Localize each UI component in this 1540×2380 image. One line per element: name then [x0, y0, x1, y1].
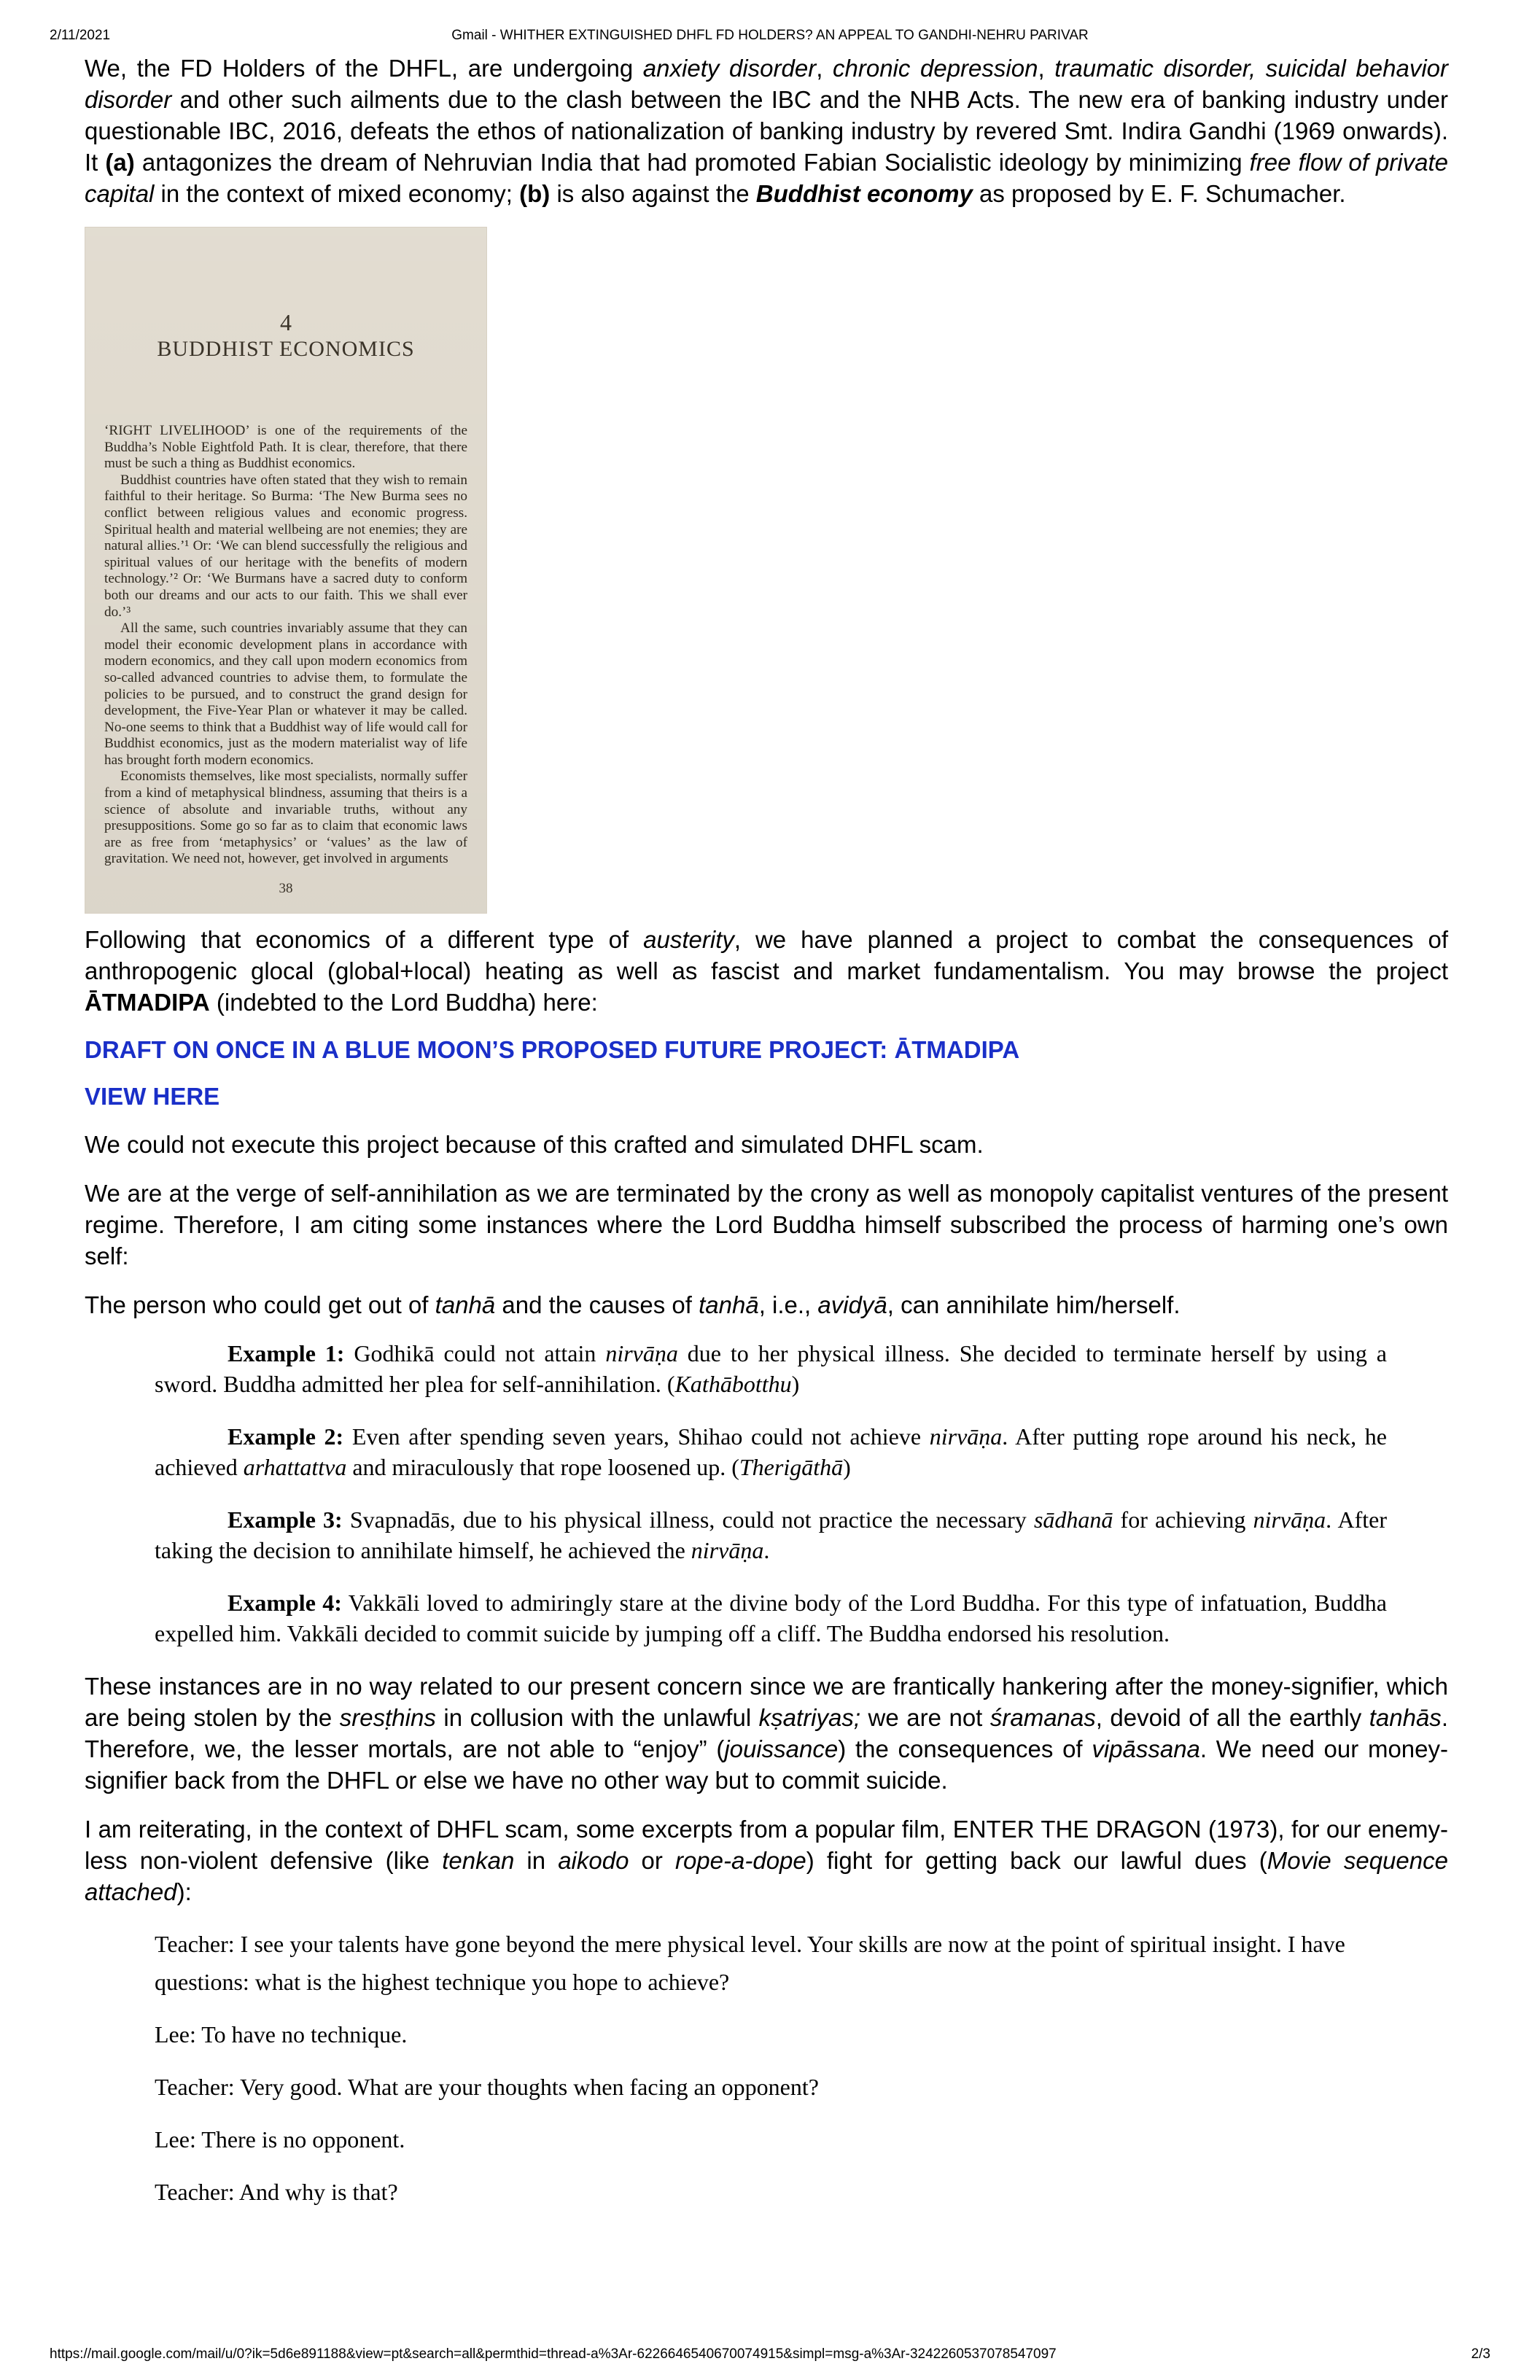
- dialogue-line: Teacher: And why is that?: [155, 2179, 398, 2205]
- following-paragraph: Following that economics of a different type of austerity, we have planned a project to combat the consequences of anthropogenic glocal (global+local) heating as well as fascist and market fundamentalism. You may browse the project ĀTMADIPA (indebted to the Lord Buddha) here:: [85, 926, 1449, 1016]
- print-header: [50, 25, 1490, 47]
- dialogue-line: Teacher: Very good. What are your thoughts when facing an opponent?: [155, 2074, 819, 2100]
- email-subject: Gmail - WHITHER EXTINGUISHED DHFL FD HOLDERS? AN APPEAL TO GANDHI-NEHRU PARIVAR: [451, 28, 1089, 43]
- chapter-title: BUDDHIST ECONOMICS: [157, 337, 415, 361]
- book-page-image: [85, 227, 487, 914]
- instances-paragraph: These instances are in no way related to our present concern since we are frantically hankering after the money-signifier, which are being stolen by the sresṭhins in collusion with the unlawful kṣatriyas; we are not śramanas, devoid of all the earthly tanhās. Therefore, we, the lesser mortals, are not able to “enjoy” (jouissance) the consequences of vipāssana. We need our money-signifier back from the DHFL or else we have no other way but to commit suicide.: [85, 1673, 1448, 1794]
- email-body: [85, 52, 1448, 2225]
- page-url: https://mail.google.com/mail/u/0?ik=5d6e891188&view=pt&search=all&permthid=thread-a%3Ar-6226646540670074915&simpl=msg-a%3Ar-3242260537078547097: [50, 2346, 1057, 2362]
- intro-paragraph: We, the FD Holders of the DHFL, are undergoing anxiety disorder, chronic depression, traumatic disorder, suicidal behavior disorder and other such ailments due to the clash between the IBC and the NHB Acts. The new era of banking industry under questionable IBC, 2016, defeats the ethos of nationalization of banking industry by revered Smt. Indira Gandhi (1969 onwards). It (a) antagonizes the dream of Nehruvian India that had promoted Fabian Socialistic ideology by minimizing free flow of private capital in the context of mixed economy; (b) is also against the Buddhist economy as proposed by E. F. Schumacher.: [85, 55, 1449, 207]
- dialogue-line: Lee: There is no opponent.: [155, 2126, 405, 2152]
- person-paragraph: The person who could get out of tanhā and the causes of tanhā, i.e., avidyā, can annihilate him/herself.: [85, 1291, 1181, 1318]
- could-not-paragraph: We could not execute this project because of this crafted and simulated DHFL scam.: [85, 1131, 984, 1158]
- dialogue-line: Teacher: I see your talents have gone beyond the mere physical level. Your skills are now at the point of spiritual insight. I have questions: what is the highest technique you hope to achieve?: [155, 1931, 1345, 1995]
- draft-project-link[interactable]: DRAFT ON ONCE IN A BLUE MOON’S PROPOSED FUTURE PROJECT: ĀTMADIPA: [85, 1036, 1020, 1063]
- verge-paragraph: We are at the verge of self-annihilation as we are terminated by the crony as well as monopoly capitalist ventures of the present regime. Therefore, I am citing some instances where the Lord Buddha himself subscribed the process of harming one’s own self:: [85, 1180, 1448, 1269]
- book-paragraph: Buddhist countries have often stated that they wish to remain faithful to their heritage. So Burma: ‘The New Burma sees no conflict between religious values and economic progress. Spiritual health and material wellbeing are not enemies; they are natural allies.’¹ Or: ‘We can blend successfully the religious and spiritual values of our heritage with the benefits of modern technology.’² Or: ‘We Burmans have a sacred duty to conform both our dreams and our acts to our faith. This we shall ever do.’³: [104, 472, 467, 620]
- print-date: 2/11/2021: [50, 28, 111, 43]
- view-here-link[interactable]: VIEW HERE: [85, 1083, 220, 1110]
- chapter-number: 4: [280, 309, 292, 335]
- example-4: Example 4: Vakkāli loved to admiringly stare at the divine body of the Lord Buddha. For this type of infatuation, Buddha expelled him. Vakkāli decided to commit suicide by jumping off a cliff. The Buddha endorsed his resolution.: [155, 1590, 1388, 1646]
- book-paragraph: Economists themselves, like most specialists, normally suffer from a kind of metaphysical blindness, assuming that theirs is a science of absolute and invariable truths, without any presuppositions. Some go so far as to claim that economic laws are as free from ‘metaphysics’ or ‘values’ as the law of gravitation. We need not, however, get involved in arguments: [104, 769, 467, 867]
- example-2: Example 2: Even after spending seven years, Shihao could not achieve nirvāṇa. After putting rope around his neck, he achieved arhattattva and miraculously that rope loosened up. (Therigāthā): [155, 1423, 1388, 1480]
- reiterating-paragraph: I am reiterating, in the context of DHFL scam, some excerpts from a popular film, ENTER THE DRAGON (1973), for our enemy-less non-violent defensive (like tenkan in aikodo or rope-a-dope) fight for getting back our lawful dues (Movie sequence attached):: [85, 1816, 1448, 1905]
- print-footer: [50, 2344, 1490, 2365]
- page-count: 2/3: [1471, 2346, 1490, 2362]
- book-text: [104, 423, 467, 868]
- book-page-number: 38: [279, 881, 293, 896]
- example-1: Example 1: Godhikā could not attain nirvāṇa due to her physical illness. She decided to terminate herself by using a sword. Buddha admitted her plea for self-annihilation. (Kathābotthu): [155, 1340, 1388, 1397]
- dialogue-line: Lee: To have no technique.: [155, 2021, 408, 2048]
- book-paragraph: ‘RIGHT LIVELIHOOD’ is one of the requirements of the Buddha’s Noble Eightfold Path. It is clear, therefore, that there must be such a thing as Buddhist economics.: [104, 423, 467, 472]
- book-paragraph: All the same, such countries invariably assume that they can model their economic development plans in accordance with modern economics, and they call upon modern economics from so-called advanced countries to advise them, to formulate the policies to be pursued, and to construct the grand design for development, the Five-Year Plan or whatever it may be called. No-one seems to think that a Buddhist way of life would call for Buddhist economics, just as the modern materialist way of life has brought forth modern economics.: [104, 621, 467, 768]
- example-3: Example 3: Svapnadās, due to his physical illness, could not practice the necessary sādhanā for achieving nirvāṇa. After taking the decision to annihilate himself, he achieved the nirvāṇa.: [155, 1506, 1388, 1563]
